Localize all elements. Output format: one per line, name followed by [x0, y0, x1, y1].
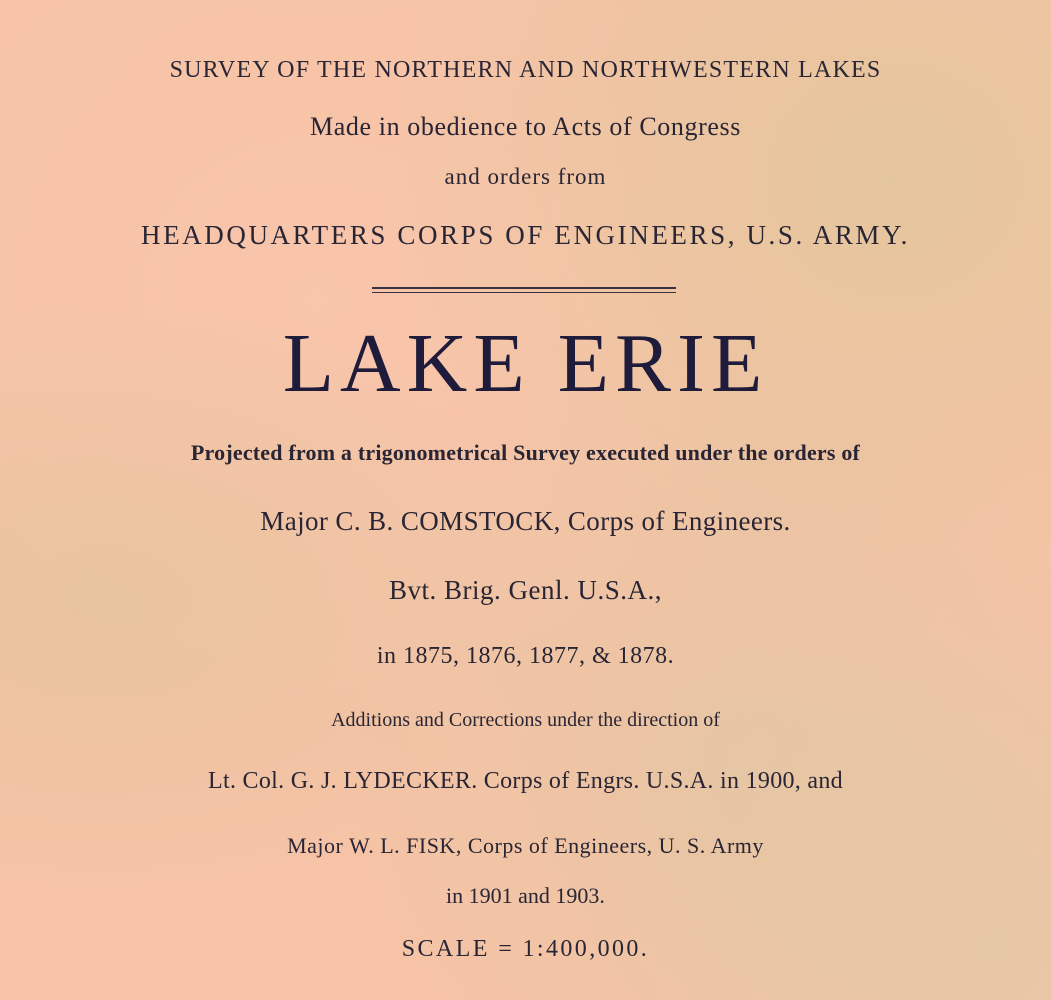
headquarters-line: HEADQUARTERS CORPS OF ENGINEERS, U.S. ARMY.: [140, 220, 911, 250]
rank-line: Bvt. Brig. Genl. U.S.A.,: [388, 575, 662, 605]
lydecker-line: Lt. Col. G. J. LYDECKER. Corps of Engrs. U.S.A. in 1900, and: [208, 768, 843, 794]
additions-line: Additions and Corrections under the direction of: [331, 709, 720, 731]
survey-years-line: in 1875, 1876, 1877, & 1878.: [376, 643, 675, 669]
map-title: LAKE ERIE: [282, 317, 769, 410]
acts-of-congress-line: Made in obedience to Acts of Congress: [310, 112, 741, 141]
fisk-years-line: in 1901 and 1903.: [446, 883, 605, 908]
title-divider: [372, 287, 676, 293]
comstock-line: Major C. B. COMSTOCK, Corps of Engineers.: [260, 506, 791, 536]
orders-from-line: and orders from: [444, 164, 607, 189]
projected-line: Projected from a trigonometrical Survey executed under the orders of: [190, 440, 861, 465]
fisk-line: Major W. L. FISK, Corps of Engineers, U. S. Army: [287, 833, 764, 858]
scale-line: SCALE = 1:400,000.: [401, 936, 650, 962]
survey-header-line: SURVEY OF THE NORTHERN AND NORTHWESTERN LAKES: [169, 57, 882, 83]
